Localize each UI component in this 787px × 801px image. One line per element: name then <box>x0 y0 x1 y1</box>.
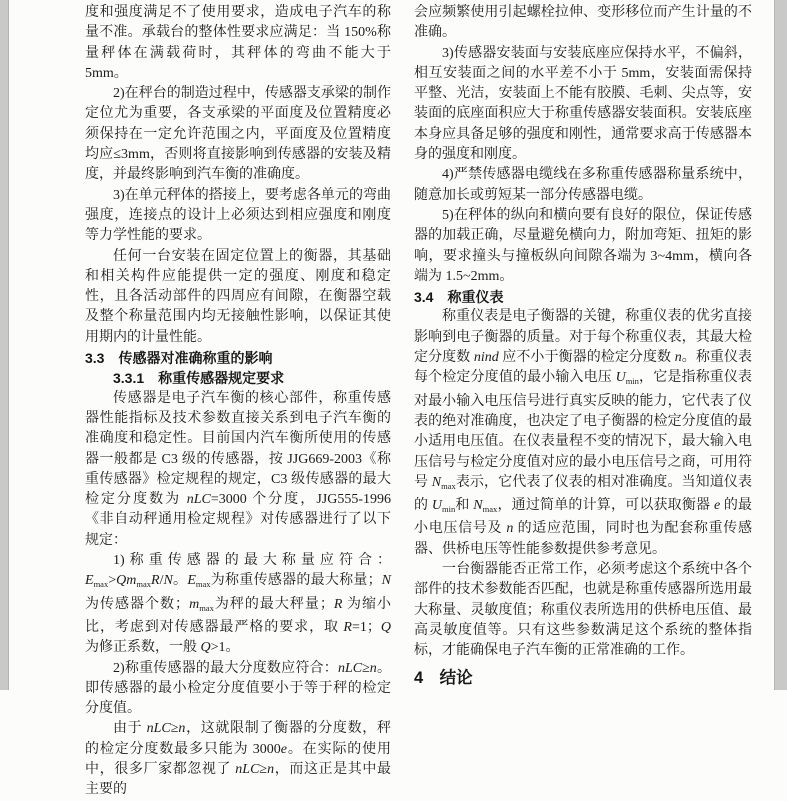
math-variable: N <box>473 498 483 514</box>
math-variable: nLC <box>186 492 211 508</box>
scan-edge-left <box>0 0 9 690</box>
math-subscript: min <box>625 376 639 387</box>
math-variable: nind <box>473 350 499 366</box>
para-sensor-core-component: 传感器是电子汽车衡的核心部件，称重传感器性能指标及技术参数直接关系到电子汽车衡的准确度和稳定性。目前国内汽车衡所使用的传感器一般都是 C3 级的传感器，按 JJG669-2003《称重传感器》检定规程的规定，C3 级传感器的最大检定分度数为 nLC=3000 个分度，JJG555-1996《非自动秤通用检定规程》对传感器进行了以下规定： <box>85 390 392 548</box>
heading-4-conclusion: 4 结论 <box>414 668 473 687</box>
para-item3-mounting-surface: 3)传感器安装面与安装底座应保持水平，不偏斜，相互安装面之间的水平差不小于 5mm，安装面需保持平整、光洁，安装面上不能有胶膜、毛刺、尖点等，安装面的底座面积应大于称重传感器安装面积。安装底座本身应具备足够的强度和刚性，通常要求高于传感器本身的强度和刚度。 <box>414 45 752 163</box>
para-item2-scale-platform-manufacturing: 2)在秤台的制造过程中，传感器支承梁的制作定位尤为重要，各支承梁的平面度及位置精度必须保持在一定允许范围之内，平面度及位置精度均应≤3mm，否则将直接影响到传感器的安装及精度，并最终影响到汽车衡的准确度。 <box>85 86 391 183</box>
math-subscript: min <box>442 504 456 515</box>
math-variable: E <box>85 573 94 589</box>
math-variable: R <box>343 619 352 635</box>
math-subscript: max <box>93 579 109 590</box>
para-item4-cable-length: 4)严禁传感器电缆线在多称重传感器称量系统中，随意加长或剪短某一部分传感器电缆。 <box>414 167 752 203</box>
math-variable: nLC <box>235 761 260 777</box>
math-variable: U <box>431 498 442 514</box>
math-variable: e <box>280 741 288 757</box>
math-variable: n <box>369 660 377 676</box>
math-variable: e <box>713 498 721 514</box>
para-item5-limit-devices: 5)在秤体的纵向和横向要有良好的限位，保证传感器的加载正确，尽量避免横向力，附加弯矩、扭矩的影响，要求撞头与撞板纵向间隙各端为 3~4mm，横向各端为 1.5~2mm。 <box>414 207 752 284</box>
math-variable: N <box>431 474 442 490</box>
heading-3-4: 3.4 称重仪表 <box>414 289 504 306</box>
math-subscript: max <box>482 504 498 515</box>
math-variable: Q <box>116 573 127 589</box>
text-column-right <box>414 3 752 688</box>
math-variable: U <box>615 370 626 386</box>
math-variable: Q <box>380 619 391 635</box>
scan-edge-right <box>774 0 787 690</box>
math-variable: n <box>674 350 682 366</box>
math-variable: R <box>151 573 160 589</box>
para-fixed-position-scale: 任何一台安装在固定位置上的衡器，其基础和相关构件应能提供一定的强度、刚度和稳定性，且各活动部件的四周应有间隙，在衡器空载及整个称量范围内均无接触性影响，以保证其使用期内的计量性能。 <box>85 248 391 345</box>
math-variable: n <box>267 761 275 777</box>
para-nlc-limit: 由于 nLC≥n，这就限制了衡器的分度数，秤的检定分度数最多只能为 3000e。在实际的使用中，很多厂家都忽视了 nLC≥n，而这正是其中最主要的 <box>85 721 392 798</box>
heading-3-3: 3.3 传感器对准确称重的影响 <box>85 350 273 367</box>
math-variable: m <box>126 573 137 589</box>
para-indicator-description: 称重仪表是电子衡器的关键，称重仪表的优劣直接影响到电子衡器的质量。对于每个称重仪表，其最大检定分度数 nind 应不小于衡器的检定分度数 n。称重仪表每个检定分度值的最小输入电压 $U_{min}$，它是指称重仪表对最小输入电压信号进行真实反映的能力，它代表了仪表的绝对准确度，也决定了电子衡器的检定分度值的最小适用电压值。在仪表量程不变的情况下，最大输入电压信号与检定分度值对应的最小电压信号之商，可用符号 $N_{max}$表示，它代表了仪表的相对准确度。当知道仪表的 $U_{min}$和 $N_{max}$，通过简单的计算，可以获取衡器 e 的最小电压信号及 n 的适应范围，同时也为配套称重传感器、供桥电压等性能参数提供参考意见。 <box>414 309 753 557</box>
math-variable: N <box>381 573 392 589</box>
para-rule2-max-divisions: 2)称重传感器的最大分度数应符合：nLC≥n。即传感器的最小检定分度值要小于等于秤的检定分度值。 <box>85 660 392 717</box>
math-variable: n <box>506 521 514 537</box>
math-variable: R <box>333 596 343 612</box>
math-variable: nLC <box>146 721 171 737</box>
math-variable: n <box>178 721 186 737</box>
heading-3-3-1: 3.3.1 称重传感器规定要求 <box>113 370 285 387</box>
para-continuation-bolt-deformation: 会应频繁使用引起螺栓拉伸、变形移位而产生计量的不准确。 <box>414 5 752 41</box>
math-subscript: max <box>136 579 151 590</box>
para-continuation-platform-strength: 度和强度满足不了使用要求，造成电子汽车的称量不准。承载台的整体性要求应满足：当 150%称量秤体在满载荷时，其秤体的弯曲不能大于 5mm。 <box>85 5 391 81</box>
text-column-left <box>85 3 391 801</box>
math-variable: E <box>187 573 196 589</box>
para-item3-unit-scale-body: 3)在单元秤体的搭接上，要考虑各单元的弯曲强度，连接点的设计上必须达到相应强度和刚度等力学性能的要求。 <box>85 187 391 244</box>
math-variable: Q <box>200 640 211 656</box>
para-rule1-max-capacity: 1)称重传感器的最大称量应符合：$E_{max}>Qm_{max}R/N$。$E_{max}$为称重传感器的最大称量；N 为传感器个数；$m_{max}$为秤的最大秤量；R 为缩小比，考虑到对传感器最严格的要求，取 R=1；Q 为修正系数，一般 Q>1。 <box>85 553 392 656</box>
math-subscript: max <box>195 579 211 590</box>
math-variable: m <box>189 596 200 612</box>
math-variable: N <box>163 573 173 589</box>
para-system-parameter-matching: 一台衡器能否正常工作，必须考虑这个系统中各个部件的技术参数能否匹配，也就是称重传感器所选用最大称量、灵敏度值；称重仪表所选用的供桥电压值、最高灵敏度值等。只有这些参数满足这个系统的整体指标，才能确保电子汽车衡的正常准确的工作。 <box>414 562 752 659</box>
math-variable: nLC <box>337 660 363 676</box>
math-subscript: max <box>199 602 214 613</box>
math-subscript: max <box>441 480 456 491</box>
